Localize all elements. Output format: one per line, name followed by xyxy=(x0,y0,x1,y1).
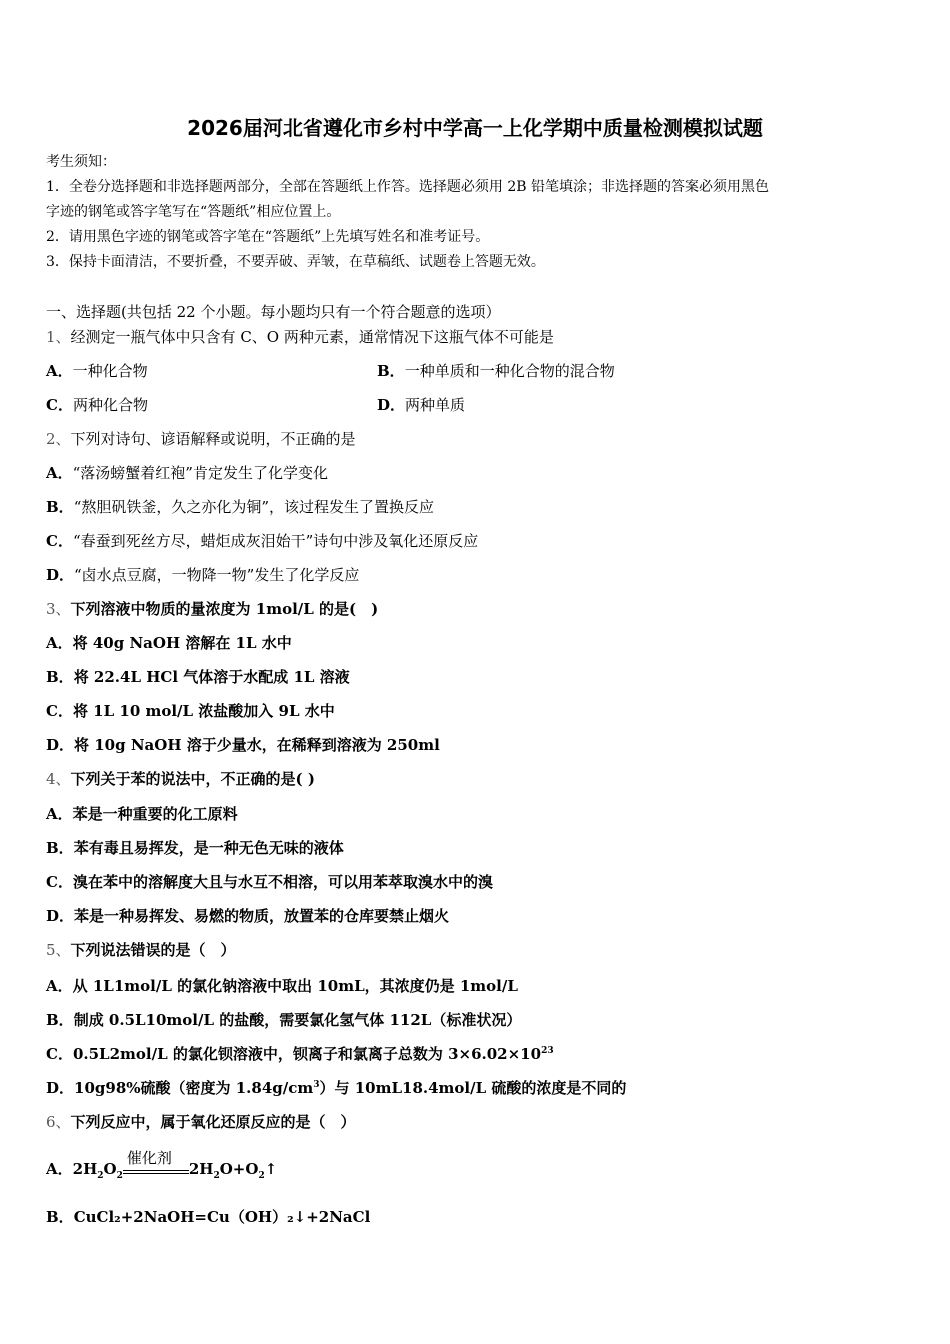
question-text: 经测定一瓶气体中只含有 C、O 两种元素，通常情况下这瓶气体不可能是 xyxy=(70,328,554,346)
q5-option-c: C．0.5L2mol/L 的氯化钡溶液中，钡离子和氯离子总数为 $3\times 6.02\times 10^{23}$ xyxy=(46,1045,554,1063)
q4-option-c: C．溴在苯中的溶解度大且与水互不相溶，可以用苯萃取溴水中的溴 xyxy=(46,873,493,891)
q5-option-d: D．10g98%硫酸（密度为 $1.84g/cm^3$）与 10mL18.4mol/L 硫酸的浓度是不同的 xyxy=(46,1079,627,1097)
question-4: 4、下列关于苯的说法中，不正确的是( ) xyxy=(46,770,315,788)
notice-heading: 考生须知： xyxy=(46,154,116,170)
q2-option-c: C．“春蚕到死丝方尽，蜡炬成灰泪始干”诗句中涉及氧化还原反应 xyxy=(46,532,479,550)
question-5: 5、下列说法错误的是（ ） xyxy=(46,941,236,959)
question-2: 2、下列对诗句、谚语解释或说明，不正确的是 xyxy=(46,430,356,448)
q2-option-a: A．“落汤螃蟹着红袍”肯定发生了化学变化 xyxy=(46,464,328,482)
section-heading: 一、选择题(共包括 22 个小题。每小题均只有一个符合题意的选项） xyxy=(46,303,501,321)
q5-option-b: B．制成 0.5L10mol/L 的盐酸，需要氯化氢气体 112L（标准状况） xyxy=(46,1011,522,1029)
q6-option-a: A．$2H_2O_2$ 催化剂 $2H_2O+O_2↑$ xyxy=(46,1149,278,1181)
notice-line-3: 3．保持卡面清洁，不要折叠，不要弄破、弄皱，在草稿纸、试题卷上答题无效。 xyxy=(46,254,545,270)
q1-option-d: D．两种单质 xyxy=(377,396,466,414)
notice-line-1a: 1．全卷分选择题和非选择题两部分，全部在答题纸上作答。选择题必须用 2B 铅笔填涂；非选择题的答案必须用黑色 xyxy=(46,179,769,195)
q4-option-b: B．苯有毒且易挥发，是一种无色无味的液体 xyxy=(46,839,344,857)
q2-option-b: B．“熬胆矾铁釜，久之亦化为铜”，该过程发生了置换反应 xyxy=(46,498,435,516)
question-6: 6、下列反应中，属于氧化还原反应的是（ ） xyxy=(46,1113,356,1131)
q3-option-c: C．将 1L 10 mol/L 浓盐酸加入 9L 水中 xyxy=(46,702,335,720)
question-3: 3、下列溶液中物质的量浓度为 1mol/L 的是( ) xyxy=(46,600,379,618)
q3-option-a: A．将 40g NaOH 溶解在 1L 水中 xyxy=(46,634,292,652)
page-title: 2026届河北省遵化市乡村中学高一上化学期中质量检测模拟试题 xyxy=(187,116,763,140)
catalyst-arrow: 催化剂 xyxy=(123,1161,189,1179)
q3-option-d: D．将 10g NaOH 溶于少量水，在稀释到溶液为 250ml xyxy=(46,736,440,754)
q5-option-a: A．从 1L1mol/L 的氯化钠溶液中取出 10mL，其浓度仍是 1mol/L xyxy=(46,977,518,995)
q1-option-c: C．两种化合物 xyxy=(46,396,148,414)
q3-option-b: B．将 22.4L HCl 气体溶于水配成 1L 溶液 xyxy=(46,668,350,686)
q4-option-a: A．苯是一种重要的化工原料 xyxy=(46,805,238,823)
notice-line-2: 2．请用黑色字迹的钢笔或答字笔在“答题纸”上先填写姓名和准考证号。 xyxy=(46,229,490,245)
question-number: 1、 xyxy=(46,328,71,346)
q2-option-d: D．“卤水点豆腐，一物降一物”发生了化学反应 xyxy=(46,566,360,584)
q1-option-b: B．一种单质和一种化合物的混合物 xyxy=(377,362,615,380)
q4-option-d: D．苯是一种易挥发、易燃的物质，放置苯的仓库要禁止烟火 xyxy=(46,907,450,925)
notice-line-1b: 字迹的钢笔或答字笔写在“答题纸”相应位置上。 xyxy=(46,204,341,220)
q6-option-b: B．CuCl₂+2NaOH=Cu（OH）₂↓+2NaCl xyxy=(46,1208,371,1226)
question-1 xyxy=(46,326,554,347)
q1-option-a: A．一种化合物 xyxy=(46,362,148,380)
